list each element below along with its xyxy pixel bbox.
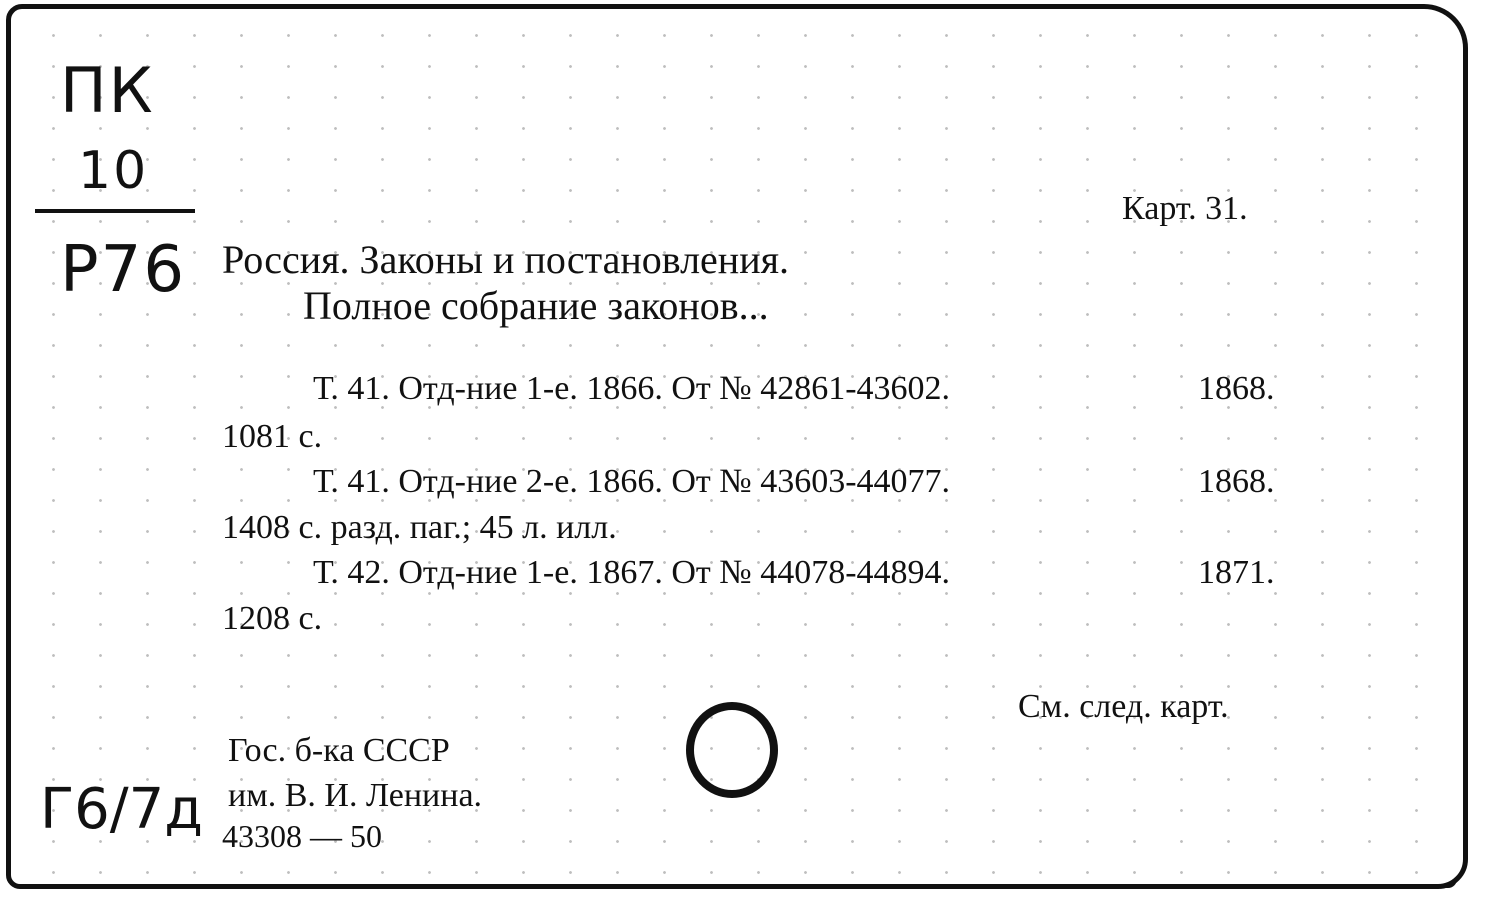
library-name-2: им. В. И. Ленина. — [228, 777, 483, 814]
handwritten-shelfmark-number: 10 — [78, 141, 149, 201]
entry-year: 1871. — [1198, 554, 1275, 591]
heading-line-1: Россия. Законы и постановления. — [222, 237, 790, 282]
entry-year: 1868. — [1198, 463, 1275, 500]
handwritten-shelfmark-bottom: Р76 — [60, 233, 187, 307]
handwritten-shelfmark-top: ПК — [60, 54, 155, 127]
entry-pages: 1408 с. разд. паг.; 45 л. илл. — [222, 509, 617, 546]
card-number: Карт. 31. — [1122, 190, 1248, 227]
heading-line-2: Полное собрание законов... — [303, 283, 769, 328]
print-order-number: 43308 — 50 — [222, 818, 382, 854]
entry-pages: 1081 с. — [222, 418, 323, 455]
entry-volume: Т. 42. Отд-ние 1-е. 1867. От № 44078-44894. — [313, 554, 951, 591]
entry-pages: 1208 с. — [222, 600, 323, 637]
entry-volume: Т. 41. Отд-ние 2-е. 1866. От № 43603-44077. — [313, 463, 951, 500]
see-next-card: См. след. карт. — [1018, 688, 1229, 725]
entry-volume: Т. 41. Отд-ние 1-е. 1866. От № 42861-43602. — [313, 370, 951, 407]
shelfmark-divider — [35, 209, 195, 213]
library-name: Гос. б-ка СССР — [228, 732, 450, 769]
entry-year: 1868. — [1198, 370, 1275, 407]
handwritten-inventory-mark: Г6/7д — [40, 777, 203, 842]
punch-hole-icon — [684, 702, 784, 802]
